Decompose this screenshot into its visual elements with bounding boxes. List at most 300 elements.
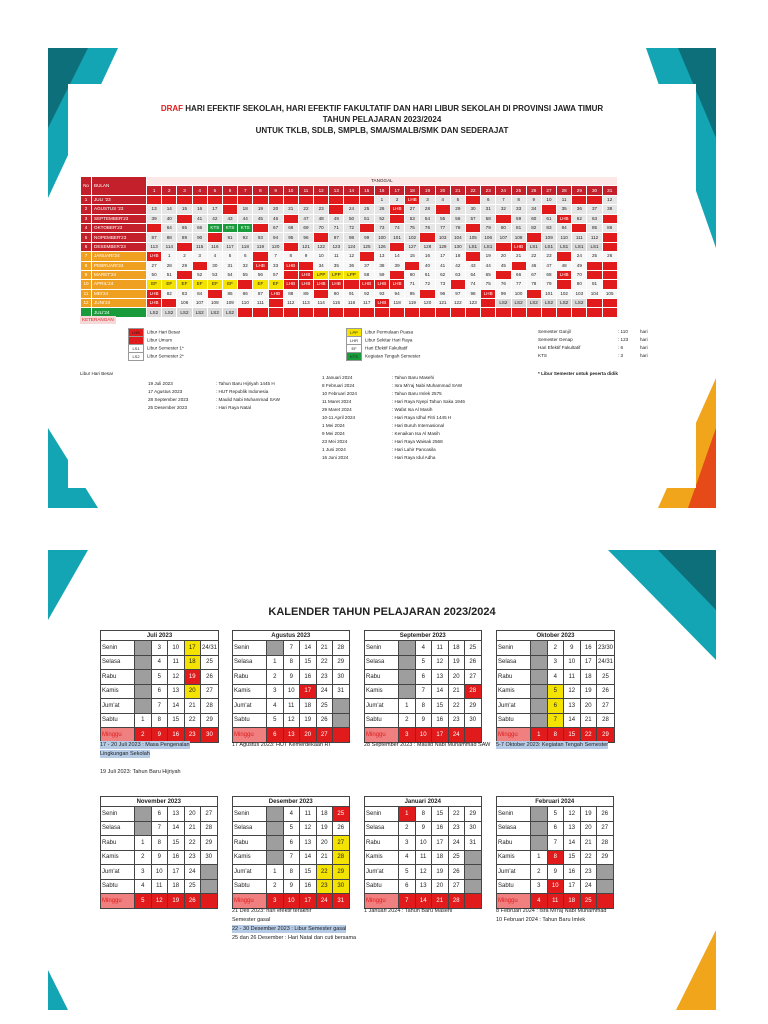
day-cell: 86: [602, 223, 617, 232]
day-cell: 13: [147, 205, 162, 214]
summary-cell: Semester Genap: [538, 337, 573, 342]
day-cell: [344, 308, 359, 317]
calendar-note: 22 - 30 Desember 2023 : Libur Semester gasal: [232, 926, 347, 932]
date-cell: 1: [267, 655, 284, 670]
day-cell: 49: [329, 214, 344, 223]
date-cell: [135, 684, 152, 699]
day-cell: 56: [450, 214, 465, 223]
day-number-header: 20: [435, 186, 450, 195]
holiday-entry: [148, 396, 280, 404]
holiday-entry: [322, 390, 442, 398]
row-number: 5: [81, 233, 92, 242]
day-cell: [238, 195, 253, 204]
day-cell: 110: [557, 233, 572, 242]
day-cell: [557, 280, 572, 289]
day-number-header: 18: [405, 186, 420, 195]
day-cell: 98: [465, 289, 480, 298]
day-cell: 63: [587, 214, 602, 223]
day-cell: 74: [465, 280, 480, 289]
month-calendar: [364, 796, 482, 909]
day-cell: LS2: [496, 299, 511, 308]
date-cell: 2: [135, 850, 152, 865]
day-cell: [329, 195, 344, 204]
month-row: [81, 195, 618, 204]
day-cell: LS2: [511, 299, 526, 308]
day-cell: 51: [359, 214, 374, 223]
day-cell: 59: [511, 214, 526, 223]
date-cell: 27: [333, 836, 350, 851]
day-cell: 45: [496, 261, 511, 270]
date-cell: 17: [168, 865, 185, 880]
date-cell: 15: [300, 865, 317, 880]
day-cell: 10: [314, 252, 329, 261]
date-cell: 16: [168, 728, 185, 743]
calendar-note: Lingkungan Sekolah: [100, 751, 150, 757]
day-name: Rabu: [233, 836, 267, 851]
day-cell: 21: [283, 205, 298, 214]
day-cell: LHB: [374, 280, 389, 289]
day-name: Senin: [365, 807, 399, 822]
date-cell: [465, 728, 482, 743]
holiday-text: : Wafat Isa Al Masih: [392, 407, 433, 412]
slide-1: [48, 48, 716, 508]
date-cell: 11: [564, 670, 581, 685]
row-number: 11: [81, 289, 92, 298]
date-cell: 3: [399, 728, 416, 743]
day-cell: [359, 308, 374, 317]
holiday-text: : Tahun Baru Imlek 2575: [392, 391, 442, 396]
date-cell: 22: [448, 807, 465, 822]
date-cell: 17: [184, 641, 201, 656]
day-cell: 113: [147, 242, 162, 251]
day-name: Rabu: [365, 670, 399, 685]
date-cell: [135, 699, 152, 714]
date-cell: [597, 865, 614, 880]
date-cell: 9: [564, 641, 581, 656]
date-cell: 5: [151, 670, 168, 685]
date-cell: 10: [564, 655, 581, 670]
row-number: 10: [81, 280, 92, 289]
date-cell: 14: [564, 713, 581, 728]
date-cell: 28: [333, 850, 350, 865]
day-cell: [162, 195, 177, 204]
day-cell: [283, 195, 298, 204]
day-cell: 20: [496, 252, 511, 261]
date-cell: 27: [201, 807, 218, 822]
date-cell: 5: [399, 865, 416, 880]
date-cell: 1: [135, 836, 152, 851]
day-name: Sabtu: [233, 713, 267, 728]
day-cell: EF: [147, 280, 162, 289]
summary-row: [538, 336, 648, 344]
day-cell: LHB: [147, 289, 162, 298]
day-cell: [298, 261, 313, 270]
day-cell: 95: [283, 233, 298, 242]
row-month: DESEMBER'23: [92, 242, 147, 251]
row-month: JULI'24: [92, 308, 147, 317]
day-cell: [222, 195, 237, 204]
day-name: Selasa: [101, 821, 135, 836]
date-cell: 14: [564, 836, 581, 851]
day-cell: 119: [253, 242, 268, 251]
document-title: [68, 104, 696, 113]
day-name: Kamis: [497, 850, 531, 865]
day-cell: LPP: [344, 270, 359, 279]
day-cell: 97: [329, 233, 344, 242]
day-name: Kamis: [497, 684, 531, 699]
date-cell: 26: [465, 655, 482, 670]
col-header-no: No: [81, 177, 92, 196]
date-cell: 11: [547, 894, 564, 909]
day-cell: 83: [177, 289, 192, 298]
day-cell: 7: [496, 195, 511, 204]
month-calendar: [496, 796, 614, 909]
day-cell: 102: [405, 233, 420, 242]
month-calendar: [496, 630, 615, 743]
date-cell: 25: [448, 850, 465, 865]
day-cell: [572, 223, 587, 232]
day-cell: 42: [207, 214, 222, 223]
day-cell: 23: [541, 252, 556, 261]
day-name: Senin: [497, 641, 531, 656]
date-cell: 28: [201, 699, 219, 714]
day-cell: 92: [238, 233, 253, 242]
date-cell: 18: [300, 699, 317, 714]
day-name: Selasa: [497, 821, 531, 836]
date-cell: 28: [597, 836, 614, 851]
day-name: Rabu: [365, 836, 399, 851]
day-cell: [405, 261, 420, 270]
date-cell: 3: [547, 655, 564, 670]
day-cell: 52: [192, 270, 207, 279]
date-cell: 27: [597, 699, 615, 714]
day-cell: LS1: [481, 242, 496, 251]
holiday-text: : Hari Raya Nyepi Tahun Saka 1946: [392, 399, 465, 404]
day-name: Jum'at: [233, 865, 267, 880]
row-number: 3: [81, 214, 92, 223]
day-cell: LS1: [465, 242, 480, 251]
date-cell: [597, 894, 614, 909]
day-cell: 23: [314, 205, 329, 214]
date-cell: 25: [580, 894, 597, 909]
legend-swatch: EF: [346, 344, 362, 353]
day-cell: [511, 261, 526, 270]
day-cell: [602, 270, 617, 279]
month-row: [81, 308, 618, 317]
summary-cell: : 3: [618, 353, 624, 358]
day-cell: [557, 252, 572, 261]
day-cell: 54: [420, 214, 435, 223]
day-name: Senin: [101, 641, 135, 656]
day-cell: 66: [192, 223, 207, 232]
date-cell: [465, 850, 482, 865]
day-cell: LHB: [147, 252, 162, 261]
date-cell: 2: [399, 713, 416, 728]
date-cell: 3: [151, 641, 168, 656]
legend-swatch: LHR: [346, 336, 362, 345]
day-cell: [405, 308, 420, 317]
date-cell: 2: [531, 865, 548, 880]
date-cell: 27: [597, 821, 614, 836]
date-cell: [333, 713, 350, 728]
date-cell: 14: [168, 699, 185, 714]
day-cell: LHB: [147, 299, 162, 308]
date-cell: 9: [415, 821, 432, 836]
holiday-text: : Tahun Baru Hijriyah 1445 H: [216, 381, 275, 386]
day-cell: 48: [314, 214, 329, 223]
keterangan-label: KETERANGAN: [82, 317, 114, 322]
day-cell: 70: [572, 270, 587, 279]
date-cell: 6: [547, 699, 564, 714]
day-name: Selasa: [365, 821, 399, 836]
day-cell: 99: [496, 289, 511, 298]
date-cell: [465, 894, 482, 909]
day-number-header: 10: [283, 186, 298, 195]
day-cell: EF: [268, 280, 283, 289]
month-calendar: [364, 630, 482, 743]
day-cell: LHB: [298, 280, 313, 289]
month-title: Agustus 2023: [233, 631, 350, 641]
day-cell: 77: [511, 280, 526, 289]
summary-row: [538, 344, 648, 352]
day-cell: [602, 214, 617, 223]
day-number-header: 21: [450, 186, 465, 195]
day-cell: 67: [526, 270, 541, 279]
date-cell: 4: [151, 655, 168, 670]
day-cell: 12: [344, 252, 359, 261]
day-cell: [465, 308, 480, 317]
row-month: APRIL'24: [92, 280, 147, 289]
day-cell: 13: [374, 252, 389, 261]
date-cell: [267, 641, 284, 656]
date-cell: 22: [316, 655, 333, 670]
holiday-text: 25 Desember 2023: [148, 405, 188, 410]
day-number-header: 7: [238, 186, 253, 195]
date-cell: 29: [201, 713, 219, 728]
legend-text: Libur Permulaan Puasa: [365, 329, 414, 335]
date-cell: 29: [465, 807, 482, 822]
day-cell: 79: [541, 280, 556, 289]
day-cell: 9: [526, 195, 541, 204]
date-cell: 29: [597, 850, 614, 865]
holiday-text: 8 Februari 2024: [322, 383, 355, 388]
day-cell: 33: [511, 205, 526, 214]
day-cell: [298, 195, 313, 204]
day-number-header: 28: [557, 186, 572, 195]
summary-cell: : 123: [618, 337, 629, 342]
day-cell: [390, 214, 405, 223]
date-cell: 26: [597, 807, 614, 822]
holiday-entry: [322, 398, 465, 406]
date-cell: 23: [184, 850, 201, 865]
date-cell: [531, 641, 548, 656]
day-cell: 28: [420, 205, 435, 214]
day-cell: 119: [405, 299, 420, 308]
holiday-text: 1 Januari 2024: [322, 375, 353, 380]
day-cell: [465, 223, 480, 232]
day-cell: 40: [420, 261, 435, 270]
day-cell: 80: [572, 280, 587, 289]
day-cell: [344, 195, 359, 204]
day-cell: 75: [481, 280, 496, 289]
date-cell: 2: [547, 641, 564, 656]
day-cell: 8: [511, 195, 526, 204]
date-cell: 6: [267, 728, 284, 743]
legend-text: Libur Sekitar Hari Raya: [365, 337, 413, 343]
date-cell: 4: [283, 807, 300, 822]
day-cell: 19: [481, 252, 496, 261]
date-cell: 27: [316, 728, 333, 743]
day-number-header: 17: [390, 186, 405, 195]
date-cell: 26: [333, 821, 350, 836]
day-cell: 7: [268, 252, 283, 261]
day-cell: LHB: [283, 261, 298, 270]
date-cell: 4: [267, 699, 284, 714]
date-cell: 5: [267, 713, 284, 728]
day-cell: LHB: [481, 289, 496, 298]
day-cell: LS1: [587, 242, 602, 251]
day-cell: 85: [222, 289, 237, 298]
row-number: 4: [81, 223, 92, 232]
day-name: Kamis: [233, 850, 267, 865]
date-cell: 25: [597, 670, 615, 685]
month-row: [81, 289, 618, 298]
day-cell: 121: [435, 299, 450, 308]
date-cell: 21: [580, 836, 597, 851]
holiday-text: 23 Mei 2024: [322, 439, 348, 444]
day-cell: LS1: [572, 242, 587, 251]
day-name: Sabtu: [365, 879, 399, 894]
day-cell: 22: [298, 205, 313, 214]
day-cell: [390, 242, 405, 251]
date-cell: 13: [283, 728, 300, 743]
day-cell: 46: [526, 261, 541, 270]
day-cell: [602, 280, 617, 289]
date-cell: 29: [465, 699, 482, 714]
day-cell: LPP: [314, 270, 329, 279]
day-number-header: 23: [481, 186, 496, 195]
date-cell: 12: [151, 894, 168, 909]
date-cell: 26: [597, 684, 615, 699]
date-cell: 11: [415, 850, 432, 865]
date-cell: 25: [184, 879, 201, 894]
day-cell: 120: [420, 299, 435, 308]
day-name: Sabtu: [101, 879, 135, 894]
date-cell: 16: [432, 821, 449, 836]
day-cell: 22: [526, 252, 541, 261]
day-cell: [283, 270, 298, 279]
date-cell: 1: [399, 699, 416, 714]
day-cell: 88: [283, 289, 298, 298]
day-cell: 92: [359, 289, 374, 298]
date-cell: 5: [415, 655, 432, 670]
date-cell: 17: [564, 879, 581, 894]
date-cell: 14: [432, 684, 449, 699]
date-cell: 19: [580, 807, 597, 822]
date-cell: 13: [300, 836, 317, 851]
day-cell: 101: [541, 289, 556, 298]
day-cell: 35: [557, 205, 572, 214]
day-cell: 97: [450, 289, 465, 298]
date-cell: 25: [465, 641, 482, 656]
day-cell: 112: [587, 233, 602, 242]
date-cell: 21: [448, 684, 465, 699]
day-cell: 60: [405, 270, 420, 279]
day-cell: LS1: [557, 242, 572, 251]
date-cell: 4: [547, 670, 564, 685]
date-cell: 10: [151, 865, 168, 880]
date-cell: 14: [300, 850, 317, 865]
date-cell: 23: [580, 865, 597, 880]
day-number-header: 22: [465, 186, 480, 195]
day-cell: [192, 195, 207, 204]
date-cell: 12: [432, 655, 449, 670]
date-cell: 10: [415, 836, 432, 851]
date-cell: 17: [300, 894, 317, 909]
date-cell: 27: [465, 670, 482, 685]
date-cell: 29: [201, 836, 218, 851]
date-cell: 26: [448, 865, 465, 880]
day-number-header: 25: [511, 186, 526, 195]
calendar-note: 10 Februari 2024 : Tahun Baru Imlek: [496, 917, 586, 923]
day-cell: [541, 205, 556, 214]
row-number: 6: [81, 242, 92, 251]
date-cell: 23/30: [597, 641, 615, 656]
day-cell: 122: [314, 242, 329, 251]
day-name: Rabu: [101, 670, 135, 685]
month-title: September 2023: [365, 631, 482, 641]
date-cell: 28: [448, 894, 465, 909]
date-cell: 7: [151, 821, 168, 836]
day-cell: 35: [329, 261, 344, 270]
day-cell: 39: [147, 214, 162, 223]
day-cell: 14: [162, 205, 177, 214]
day-cell: 40: [162, 214, 177, 223]
calendar-note: 17 - 20 Juli 2023 : Masa Pengenalan: [100, 742, 190, 748]
date-cell: [399, 655, 416, 670]
day-cell: 68: [541, 270, 556, 279]
date-cell: 13: [168, 684, 185, 699]
date-cell: 23: [448, 713, 465, 728]
day-cell: [420, 233, 435, 242]
date-cell: 9: [283, 879, 300, 894]
day-cell: [496, 214, 511, 223]
day-cell: LHB: [390, 280, 405, 289]
day-cell: 19: [253, 205, 268, 214]
day-number-header: 12: [314, 186, 329, 195]
row-number: 12: [81, 299, 92, 308]
day-cell: [329, 205, 344, 214]
day-cell: [222, 205, 237, 214]
day-cell: 100: [374, 233, 389, 242]
day-cell: 41: [435, 261, 450, 270]
day-cell: 84: [192, 289, 207, 298]
day-cell: 93: [374, 289, 389, 298]
day-cell: [344, 280, 359, 289]
row-number: 2: [81, 205, 92, 214]
day-cell: 87: [147, 233, 162, 242]
day-cell: EF: [177, 280, 192, 289]
day-name: Rabu: [497, 836, 531, 851]
date-cell: 6: [415, 670, 432, 685]
calendar-note: 1 Januari 2024 : Tahun Baru Masehi: [364, 908, 453, 914]
date-cell: 11: [168, 655, 185, 670]
date-cell: 8: [283, 865, 300, 880]
day-number-header: 15: [359, 186, 374, 195]
day-cell: 128: [420, 242, 435, 251]
date-cell: 20: [184, 684, 201, 699]
day-cell: 36: [572, 205, 587, 214]
